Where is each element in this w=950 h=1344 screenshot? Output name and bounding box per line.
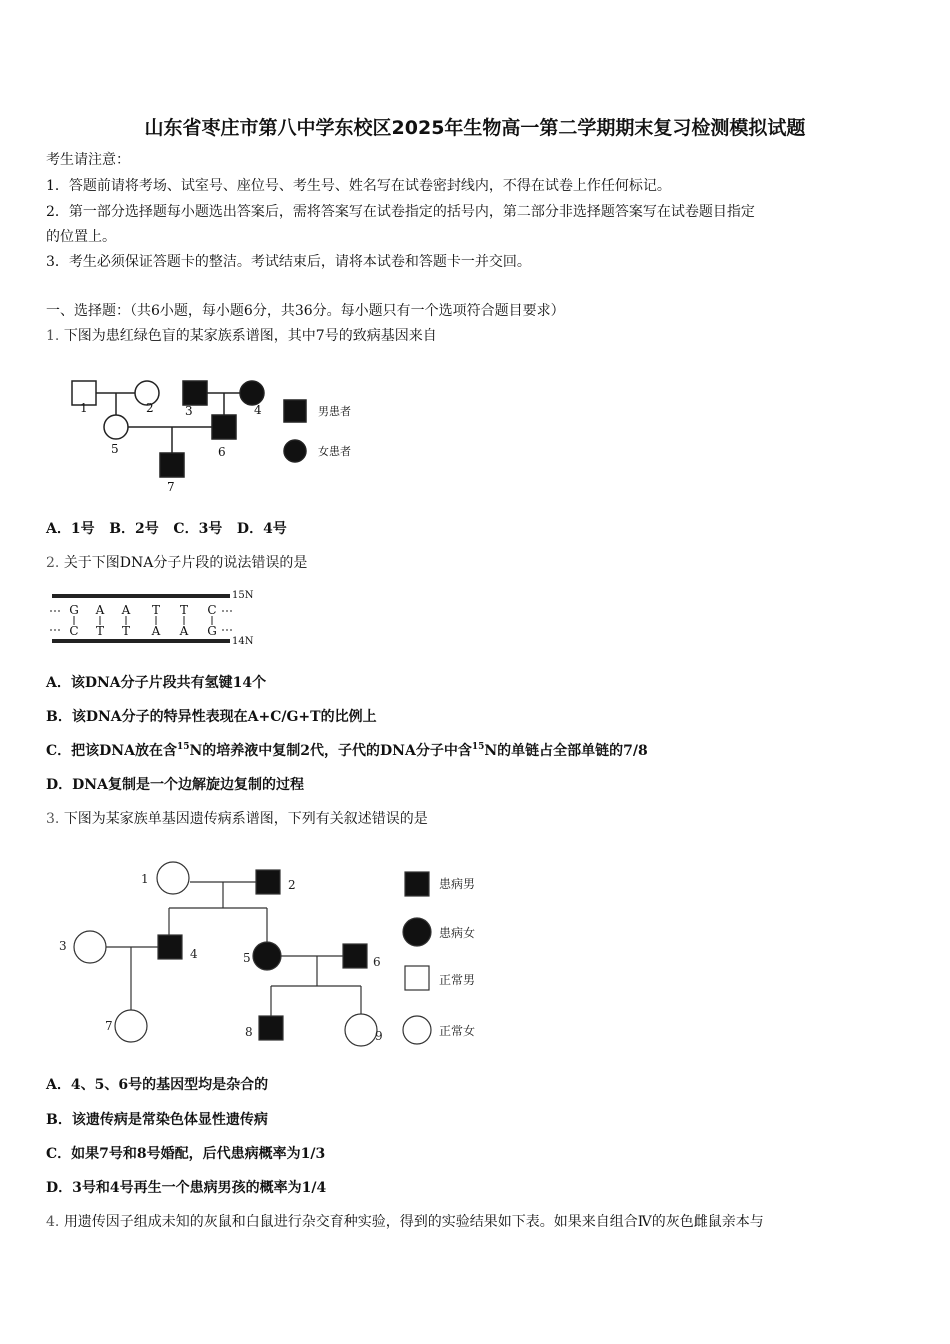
q3-legend-affected-female-symbol	[403, 918, 431, 946]
q1-label-2: 2	[146, 401, 154, 415]
question-1-number: 1.	[46, 328, 60, 344]
section-heading: 一、选择题：（共6小题，每小题6分，共36分。每小题只有一个选项符合题目要求）	[46, 303, 565, 319]
question-3-stem: 下图为某家族单基因遗传病系谱图，下列有关叙述错误的是	[63, 811, 428, 827]
notice-heading: 考生请注意：	[46, 152, 130, 168]
q3-legend-affected-female-label: 患病女	[439, 926, 476, 940]
q1-label-6: 6	[218, 445, 226, 459]
q3-label-9: 9	[375, 1029, 383, 1043]
question-2-option-a: A．该DNA分子片段共有氢键14个	[46, 675, 267, 691]
q2-option-c-sup1: 15	[176, 742, 190, 752]
q2-top-base-1: G	[69, 603, 79, 617]
q3-label-6: 6	[373, 955, 381, 969]
q3-label-8: 8	[245, 1025, 253, 1039]
question-2-option-c	[46, 741, 648, 761]
question-1-stem: 下图为患红绿色盲的某家族系谱图，其中7号的致病基因来自	[63, 328, 437, 344]
q3-label-2: 2	[288, 878, 296, 892]
question-2-option-b: B．该DNA分子的特异性表现在A+C/G+T的比例上	[46, 709, 377, 725]
q3-legend-affected-male-symbol	[405, 872, 429, 896]
q3-pedigree-figure	[55, 850, 505, 1055]
question-3-option-c: C．如果7号和8号婚配，后代患病概率为1/3	[46, 1146, 326, 1162]
q2-top-base-2: A	[95, 603, 105, 617]
question-3-option-a: A．4、5、6号的基因型均是杂合的	[46, 1077, 269, 1093]
question-1	[46, 326, 437, 346]
q2-top-base-6: C	[207, 603, 217, 617]
q2-top-base-3: A	[121, 603, 131, 617]
q2-bottom-base-2: T	[95, 624, 105, 638]
q3-label-1: 1	[141, 872, 149, 886]
q2-bottom-isotope-label: 14N	[232, 636, 254, 647]
notice-item-3: 3．考生必须保证答题卡的整洁。考试结束后，请将本试卷和答题卡一并交回。	[46, 254, 531, 270]
question-4	[46, 1212, 764, 1232]
question-4-stem: 用遗传因子组成未知的灰鼠和白鼠进行杂交育种实验，得到的实验结果如下表。如果来自组合Ⅳ的灰色雌鼠亲本与	[63, 1214, 764, 1230]
q1-label-5: 5	[111, 442, 119, 456]
q1-label-3: 3	[185, 404, 193, 418]
q1-legend-female-label: 女患者	[318, 445, 351, 458]
q2-option-c-part1: C．把该DNA放在含	[46, 743, 177, 759]
q3-individual-9-normal-female	[345, 1014, 377, 1046]
question-3-option-b: B．该遗传病是常染色体显性遗传病	[46, 1112, 268, 1128]
q3-label-3: 3	[59, 939, 67, 953]
q3-individual-8-affected-male	[259, 1016, 283, 1040]
q3-individual-3-normal-female	[74, 931, 106, 963]
q3-legend-affected-male-label: 患病男	[439, 877, 476, 891]
question-2-option-d: D．DNA复制是一个边解旋边复制的过程	[46, 777, 304, 793]
q2-top-isotope-label: 15N	[232, 590, 254, 601]
question-2	[46, 553, 307, 573]
q3-individual-1-normal-female	[157, 862, 189, 894]
q1-label-7: 7	[167, 480, 175, 494]
q1-individual-4-affected-female	[240, 381, 264, 405]
q2-bottom-base-5: A	[179, 624, 189, 638]
q1-legend-male-symbol	[284, 400, 306, 422]
notice-item-1: 1．答题前请将考场、试室号、座位号、考生号、姓名写在试卷密封线内，不得在试卷上作任何标记。	[46, 178, 671, 194]
question-4-number: 4.	[46, 1214, 60, 1230]
notice-item-2: 2．第一部分选择题每小题选出答案后，需将答案写在试卷指定的括号内，第二部分非选择题答案写在试卷题目指定	[46, 204, 755, 220]
notice-item-2-cont: 的位置上。	[46, 229, 116, 245]
q1-individual-6-affected-male	[212, 415, 236, 439]
q3-label-4: 4	[190, 947, 198, 961]
q2-option-c-part2: N的培养液中复制2代，子代的DNA分子中含	[189, 743, 472, 759]
question-3-number: 3.	[46, 811, 60, 827]
q1-individual-7-affected-male	[160, 453, 184, 477]
question-3-option-d: D．3号和4号再生一个患病男孩的概率为1/4	[46, 1180, 327, 1196]
q3-legend-normal-male-label: 正常男	[439, 973, 476, 987]
question-2-number: 2.	[46, 555, 60, 571]
q3-individual-6-affected-male	[343, 944, 367, 968]
q2-bottom-base-1: C	[69, 624, 79, 638]
q1-individual-3-affected-male	[183, 381, 207, 405]
q1-label-1: 1	[80, 401, 88, 415]
q3-individual-2-affected-male	[256, 870, 280, 894]
q2-top-base-4: T	[151, 603, 161, 617]
q1-pedigree-figure	[60, 370, 380, 495]
q2-bottom-base-6: G	[207, 624, 217, 638]
page-title: 山东省枣庄市第八中学东校区2025年生物高一第二学期期末复习检测模拟试题	[144, 117, 806, 139]
q3-individual-5-affected-female	[253, 942, 281, 970]
q1-label-4: 4	[254, 403, 262, 417]
q2-bottom-base-4: A	[151, 624, 161, 638]
q1-legend-female-symbol	[284, 440, 306, 462]
q2-top-base-5: T	[179, 603, 189, 617]
q2-dna-figure	[46, 586, 266, 650]
q2-bottom-base-3: T	[121, 624, 131, 638]
q1-individual-5-normal-female	[104, 415, 128, 439]
q2-option-c-sup2: 15	[471, 742, 485, 752]
q1-legend-male-label: 男患者	[318, 405, 351, 418]
q3-label-7: 7	[105, 1019, 113, 1033]
q3-legend-normal-male-symbol	[405, 966, 429, 990]
q3-legend-normal-female-label: 正常女	[439, 1024, 476, 1038]
question-3	[46, 809, 428, 829]
q3-legend-normal-female-symbol	[403, 1016, 431, 1044]
q2-option-c-part3: N的单链占全部单链的7/8	[484, 743, 648, 759]
q3-individual-4-affected-male	[158, 935, 182, 959]
question-2-stem: 关于下图DNA分子片段的说法错误的是	[63, 555, 308, 571]
q3-label-5: 5	[243, 951, 251, 965]
q3-individual-7-normal-female	[115, 1010, 147, 1042]
question-1-options: A．1号 B．2号 C．3号 D．4号	[46, 521, 287, 537]
